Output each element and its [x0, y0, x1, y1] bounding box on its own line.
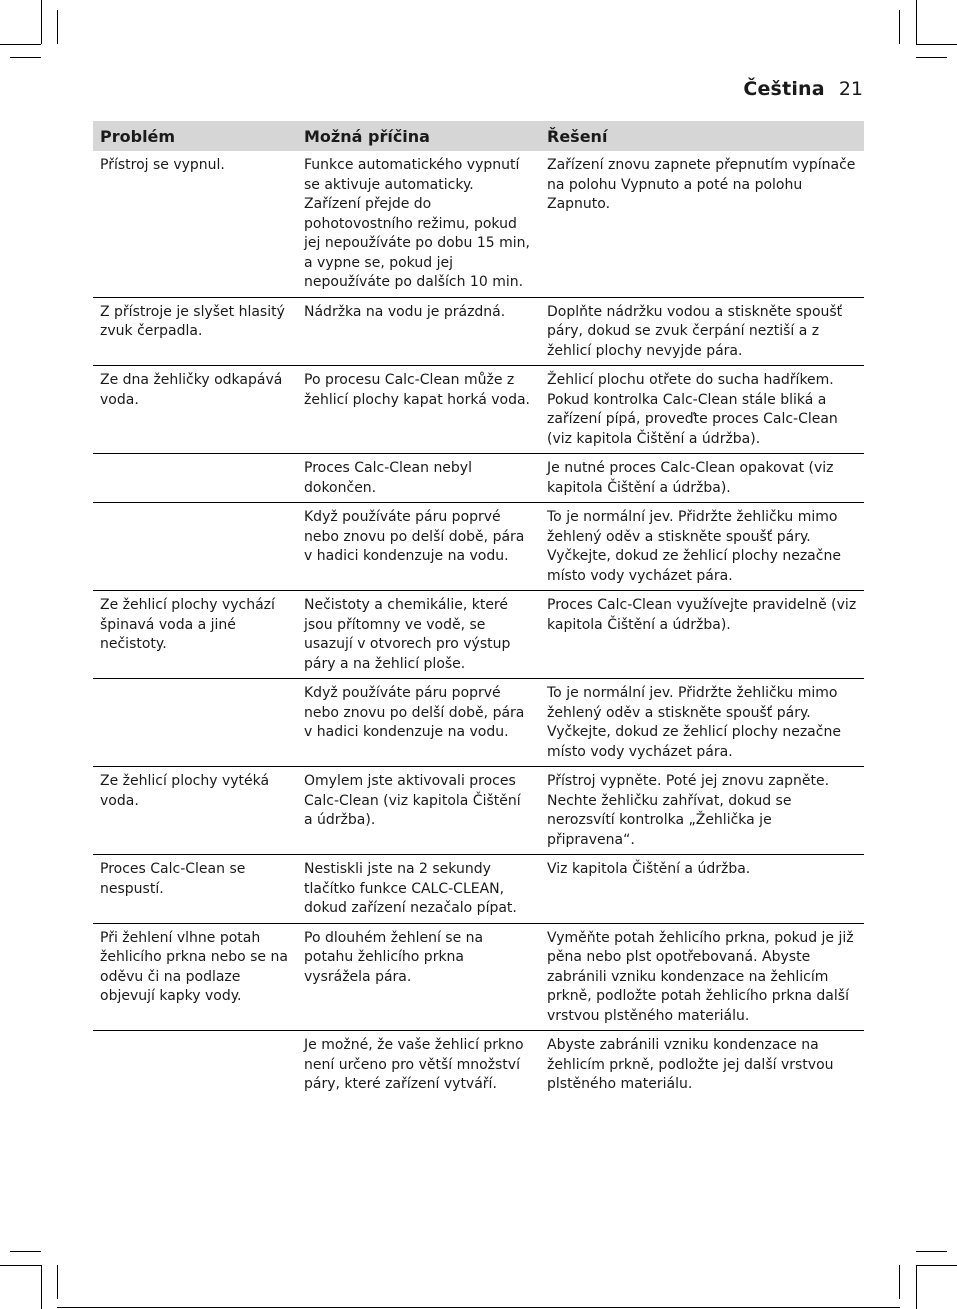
- table-row: [93, 297, 864, 366]
- cause-cell: Po dlouhém žehlení se na potahu žehlicího prkna vysrážela pára.: [297, 923, 540, 1031]
- cause-cell: Nestiskli jste na 2 sekundy tlačítko funkce CALC-CLEAN, dokud zařízení nezačalo pípat.: [297, 855, 540, 924]
- cause-cell: Proces Calc-Clean nebyl dokončen.: [297, 454, 540, 503]
- crop-mark: [0, 44, 41, 45]
- cause-cell: Omylem jste aktivovali proces Calc-Clean (viz kapitola Čištění a údržba).: [297, 767, 540, 855]
- table-row: [93, 923, 864, 1031]
- table-row: [93, 679, 864, 767]
- table-header-row: [93, 121, 864, 151]
- problem-cell: Proces Calc-Clean se nespustí.: [93, 855, 297, 924]
- trim-line: [57, 1307, 900, 1308]
- problem-cell: Ze žehlicí plochy vychází špinavá voda a jiné nečistoty.: [93, 591, 297, 679]
- problem-cell: [93, 503, 297, 591]
- table-row: [93, 591, 864, 679]
- column-header-cause: Možná příčina: [297, 121, 540, 151]
- solution-cell: Vyměňte potah žehlicího prkna, pokud je již pěna nebo plst opotřebovaná. Abyste zabránili vzniku kondenzace na žehlicím prkně, podložte potah žehlicího prkna další vrstvou plstěného materiálu.: [540, 923, 864, 1031]
- troubleshooting-table: [93, 121, 864, 1099]
- crop-mark: [0, 1265, 41, 1266]
- crop-mark: [41, 0, 42, 44]
- problem-cell: Z přístroje je slyšet hlasitý zvuk čerpadla.: [93, 297, 297, 366]
- crop-mark: [10, 57, 41, 58]
- problem-cell: Při žehlení vlhne potah žehlicího prkna nebo se na oděvu či na podlaze objevují kapky vody.: [93, 923, 297, 1031]
- crop-mark: [57, 10, 58, 44]
- table-row: [93, 454, 864, 503]
- solution-cell: Přístroj vypněte. Poté jej znovu zapněte. Nechte žehličku zahřívat, dokud se nerozsvítí kontrolka „Žehlička je připravena“.: [540, 767, 864, 855]
- crop-mark: [899, 1265, 900, 1299]
- table-row: [93, 366, 864, 454]
- crop-mark: [916, 44, 957, 45]
- cause-cell: Nádržka na vodu je prázdná.: [297, 297, 540, 366]
- crop-mark: [916, 1251, 947, 1252]
- solution-cell: To je normální jev. Přidržte žehličku mimo žehlený oděv a stiskněte spoušť páry. Vyčkejte, dokud ze žehlicí plochy nezačne místo vody vycházet pára.: [540, 679, 864, 767]
- table-row: [93, 767, 864, 855]
- problem-cell: Ze žehlicí plochy vytéká voda.: [93, 767, 297, 855]
- solution-cell: Zařízení znovu zapnete přepnutím vypínače na polohu Vypnuto a poté na polohu Zapnuto.: [540, 151, 864, 297]
- cause-cell: Po procesu Calc-Clean může z žehlicí plochy kapat horká voda.: [297, 366, 540, 454]
- language-title: Čeština: [743, 78, 825, 100]
- solution-cell: Žehlicí plochu otřete do sucha hadříkem. Pokud kontrolka Calc-Clean stále bliká a zařízení pípá, proveďte proces Calc-Clean (viz kapitola Čištění a údržba).: [540, 366, 864, 454]
- crop-mark: [916, 1265, 917, 1309]
- problem-cell: Přístroj se vypnul.: [93, 151, 297, 297]
- solution-cell: Je nutné proces Calc-Clean opakovat (viz kapitola Čištění a údržba).: [540, 454, 864, 503]
- cause-cell: Nečistoty a chemikálie, které jsou přítomny ve vodě, se usazují v otvorech pro výstup páry a na žehlicí ploše.: [297, 591, 540, 679]
- solution-cell: Doplňte nádržku vodou a stiskněte spoušť páry, dokud se zvuk čerpání neztiší a z žehlicí plochy nevyjde pára.: [540, 297, 864, 366]
- column-header-problem: Problém: [93, 121, 297, 151]
- solution-cell: Abyste zabránili vzniku kondenzace na žehlicím prkně, podložte jej další vrstvou plstěného materiálu.: [547, 1037, 834, 1092]
- crop-mark: [916, 1265, 957, 1266]
- cause-cell: Funkce automatického vypnutí se aktivuje automaticky. Zařízení přejde do pohotovostního režimu, pokud jej nepoužíváte po dobu 15 min, a vypne se, pokud jej nepoužíváte po dalších 10 min.: [297, 151, 540, 297]
- problem-cell: [93, 1031, 297, 1099]
- column-header-solution: Řešení: [540, 121, 864, 151]
- solution-cell: To je normální jev. Přidržte žehličku mimo žehlený oděv a stiskněte spoušť páry. Vyčkejte, dokud ze žehlicí plochy nezačne místo vody vycházet pára.: [540, 503, 864, 591]
- crop-mark: [41, 1265, 42, 1309]
- table-row: [93, 1031, 864, 1099]
- page-header: [743, 78, 863, 100]
- crop-mark: [57, 1265, 58, 1299]
- cause-cell: Když používáte páru poprvé nebo znovu po delší době, pára v hadici kondenzuje na vodu.: [297, 679, 540, 767]
- solution-cell: Viz kapitola Čištění a údržba.: [540, 855, 864, 924]
- problem-cell: [93, 679, 297, 767]
- cause-cell: Je možné, že vaše žehlicí prkno není určeno pro větší množství páry, které zařízení vytváří.: [304, 1037, 524, 1092]
- table-row: [93, 503, 864, 591]
- crop-mark: [899, 10, 900, 44]
- solution-cell: Proces Calc-Clean využívejte pravidelně (viz kapitola Čištění a údržba).: [540, 591, 864, 679]
- page-number: 21: [838, 78, 863, 100]
- table-row: [93, 151, 864, 297]
- cause-cell: Když používáte páru poprvé nebo znovu po delší době, pára v hadici kondenzuje na vodu.: [297, 503, 540, 591]
- crop-mark: [10, 1251, 41, 1252]
- crop-mark: [916, 0, 917, 44]
- table-row: [93, 855, 864, 924]
- crop-mark: [916, 57, 947, 58]
- problem-cell: [93, 454, 297, 503]
- problem-cell: Ze dna žehličky odkapává voda.: [93, 366, 297, 454]
